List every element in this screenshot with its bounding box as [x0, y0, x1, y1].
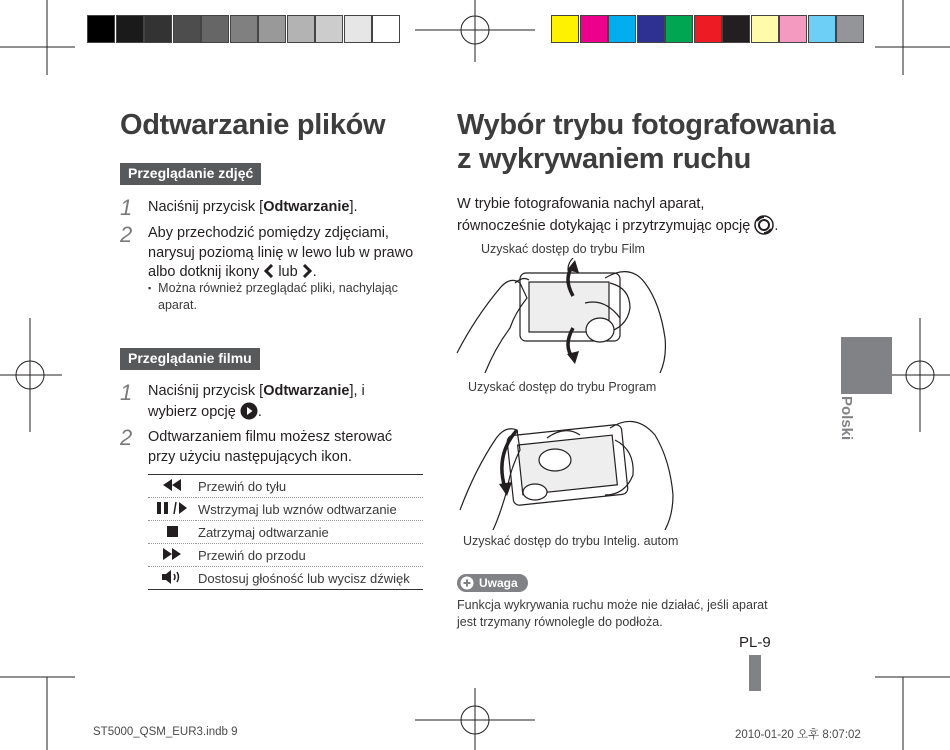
- registration-mark-bottom: [415, 688, 535, 750]
- table-row: [148, 567, 423, 590]
- language-label: Polski: [838, 396, 855, 441]
- color-swatch: [201, 15, 229, 43]
- rewind-icon: [163, 479, 181, 491]
- step-number: 1: [120, 195, 133, 220]
- chevron-left-icon: [263, 264, 274, 278]
- page-number: PL-9: [739, 634, 771, 651]
- registration-mark-top: [415, 0, 535, 62]
- color-swatch: [694, 15, 722, 43]
- step-text: Aby przechodzić pomiędzy zdjęciami, narysuj poziomą linię w lewo lub w prawo albo dotknij ikony lub .: [148, 225, 414, 280]
- color-swatch: [315, 15, 343, 43]
- section-tag-photos: Przeglądanie zdjęć: [120, 163, 261, 185]
- play-circle-icon: [240, 402, 258, 420]
- step-text: Naciśnij przycisk [Odtwarzanie], i wybierz opcję .: [148, 383, 365, 420]
- color-swatch: [173, 15, 201, 43]
- step-text: Naciśnij przycisk [Odtwarzanie].: [148, 199, 358, 215]
- color-swatch: [751, 15, 779, 43]
- color-swatch: [116, 15, 144, 43]
- note-badge: [457, 574, 528, 592]
- control-label: Przewiń do tyłu: [196, 475, 423, 498]
- plus-circle-icon: [460, 576, 474, 590]
- page-title-right: Wybór trybu fotografowania z wykrywaniem ruchu: [457, 109, 836, 175]
- registration-mark-left: [0, 318, 62, 432]
- stop-icon: [167, 526, 178, 537]
- page-number-bar: [749, 655, 761, 691]
- section-tag-video: Przeglądanie filmu: [120, 348, 260, 370]
- table-row: [148, 521, 423, 544]
- color-swatch: [836, 15, 864, 43]
- table-row: [148, 475, 423, 498]
- fast-forward-icon: [163, 548, 181, 560]
- note-text: Funkcja wykrywania ruchu może nie działać, jeśli aparat jest trzymany równolegle do podłoża.: [457, 598, 768, 629]
- step-number: 2: [120, 425, 133, 450]
- motion-detect-icon: [754, 215, 774, 235]
- pause-play-icon: [157, 501, 187, 515]
- illustration-caption: Uzyskać dostęp do trybu Intelig. autom: [463, 534, 679, 548]
- step-number: 2: [120, 222, 133, 247]
- footer-date: 2010-01-20 오후 8:07:02: [735, 729, 861, 741]
- color-swatch: [87, 15, 115, 43]
- color-swatch: [665, 15, 693, 43]
- table-row: [148, 498, 423, 521]
- color-swatch: [608, 15, 636, 43]
- color-swatch: [230, 15, 258, 43]
- color-swatch: [551, 15, 579, 43]
- illustration-caption: Uzyskać dostęp do trybu Film: [481, 242, 645, 256]
- note-label: Uwaga: [479, 576, 518, 590]
- illustration-caption: Uzyskać dostęp do trybu Program: [468, 380, 657, 394]
- volume-icon: [162, 570, 182, 584]
- color-swatch: [144, 15, 172, 43]
- color-swatch: [287, 15, 315, 43]
- control-label: Przewiń do przodu: [196, 544, 423, 567]
- table-row: [148, 544, 423, 567]
- control-label: Zatrzymaj odtwarzanie: [196, 521, 423, 544]
- page-title-left: Odtwarzanie plików: [120, 109, 386, 141]
- bullet-note: ▪ Można również przeglądać pliki, nachylając aparat.: [148, 281, 398, 312]
- color-swatch: [779, 15, 807, 43]
- language-tab: [841, 337, 892, 394]
- footer-file: ST5000_QSM_EUR3.indb 9: [93, 726, 238, 738]
- color-swatch: [344, 15, 372, 43]
- color-swatch: [808, 15, 836, 43]
- step-number: 1: [120, 380, 133, 405]
- controls-table: [148, 474, 423, 590]
- color-swatch: [372, 15, 400, 43]
- color-swatch: [722, 15, 750, 43]
- color-swatch: [258, 15, 286, 43]
- control-label: Dostosuj głośność lub wycisz dźwięk: [196, 567, 423, 590]
- hands-camera-illustration-film: [455, 258, 680, 373]
- hands-camera-illustration-program: [455, 400, 680, 530]
- color-swatch: [637, 15, 665, 43]
- intro-text: W trybie fotografowania nachyl aparat, równocześnie dotykając i przytrzymując opcję .: [457, 196, 779, 234]
- registration-mark-right: [888, 318, 950, 432]
- chevron-right-icon: [302, 264, 313, 278]
- color-swatch: [580, 15, 608, 43]
- step-text: Odtwarzaniem filmu możesz sterować przy użyciu następujących ikon.: [148, 429, 393, 465]
- control-label: Wstrzymaj lub wznów odtwarzanie: [196, 498, 423, 521]
